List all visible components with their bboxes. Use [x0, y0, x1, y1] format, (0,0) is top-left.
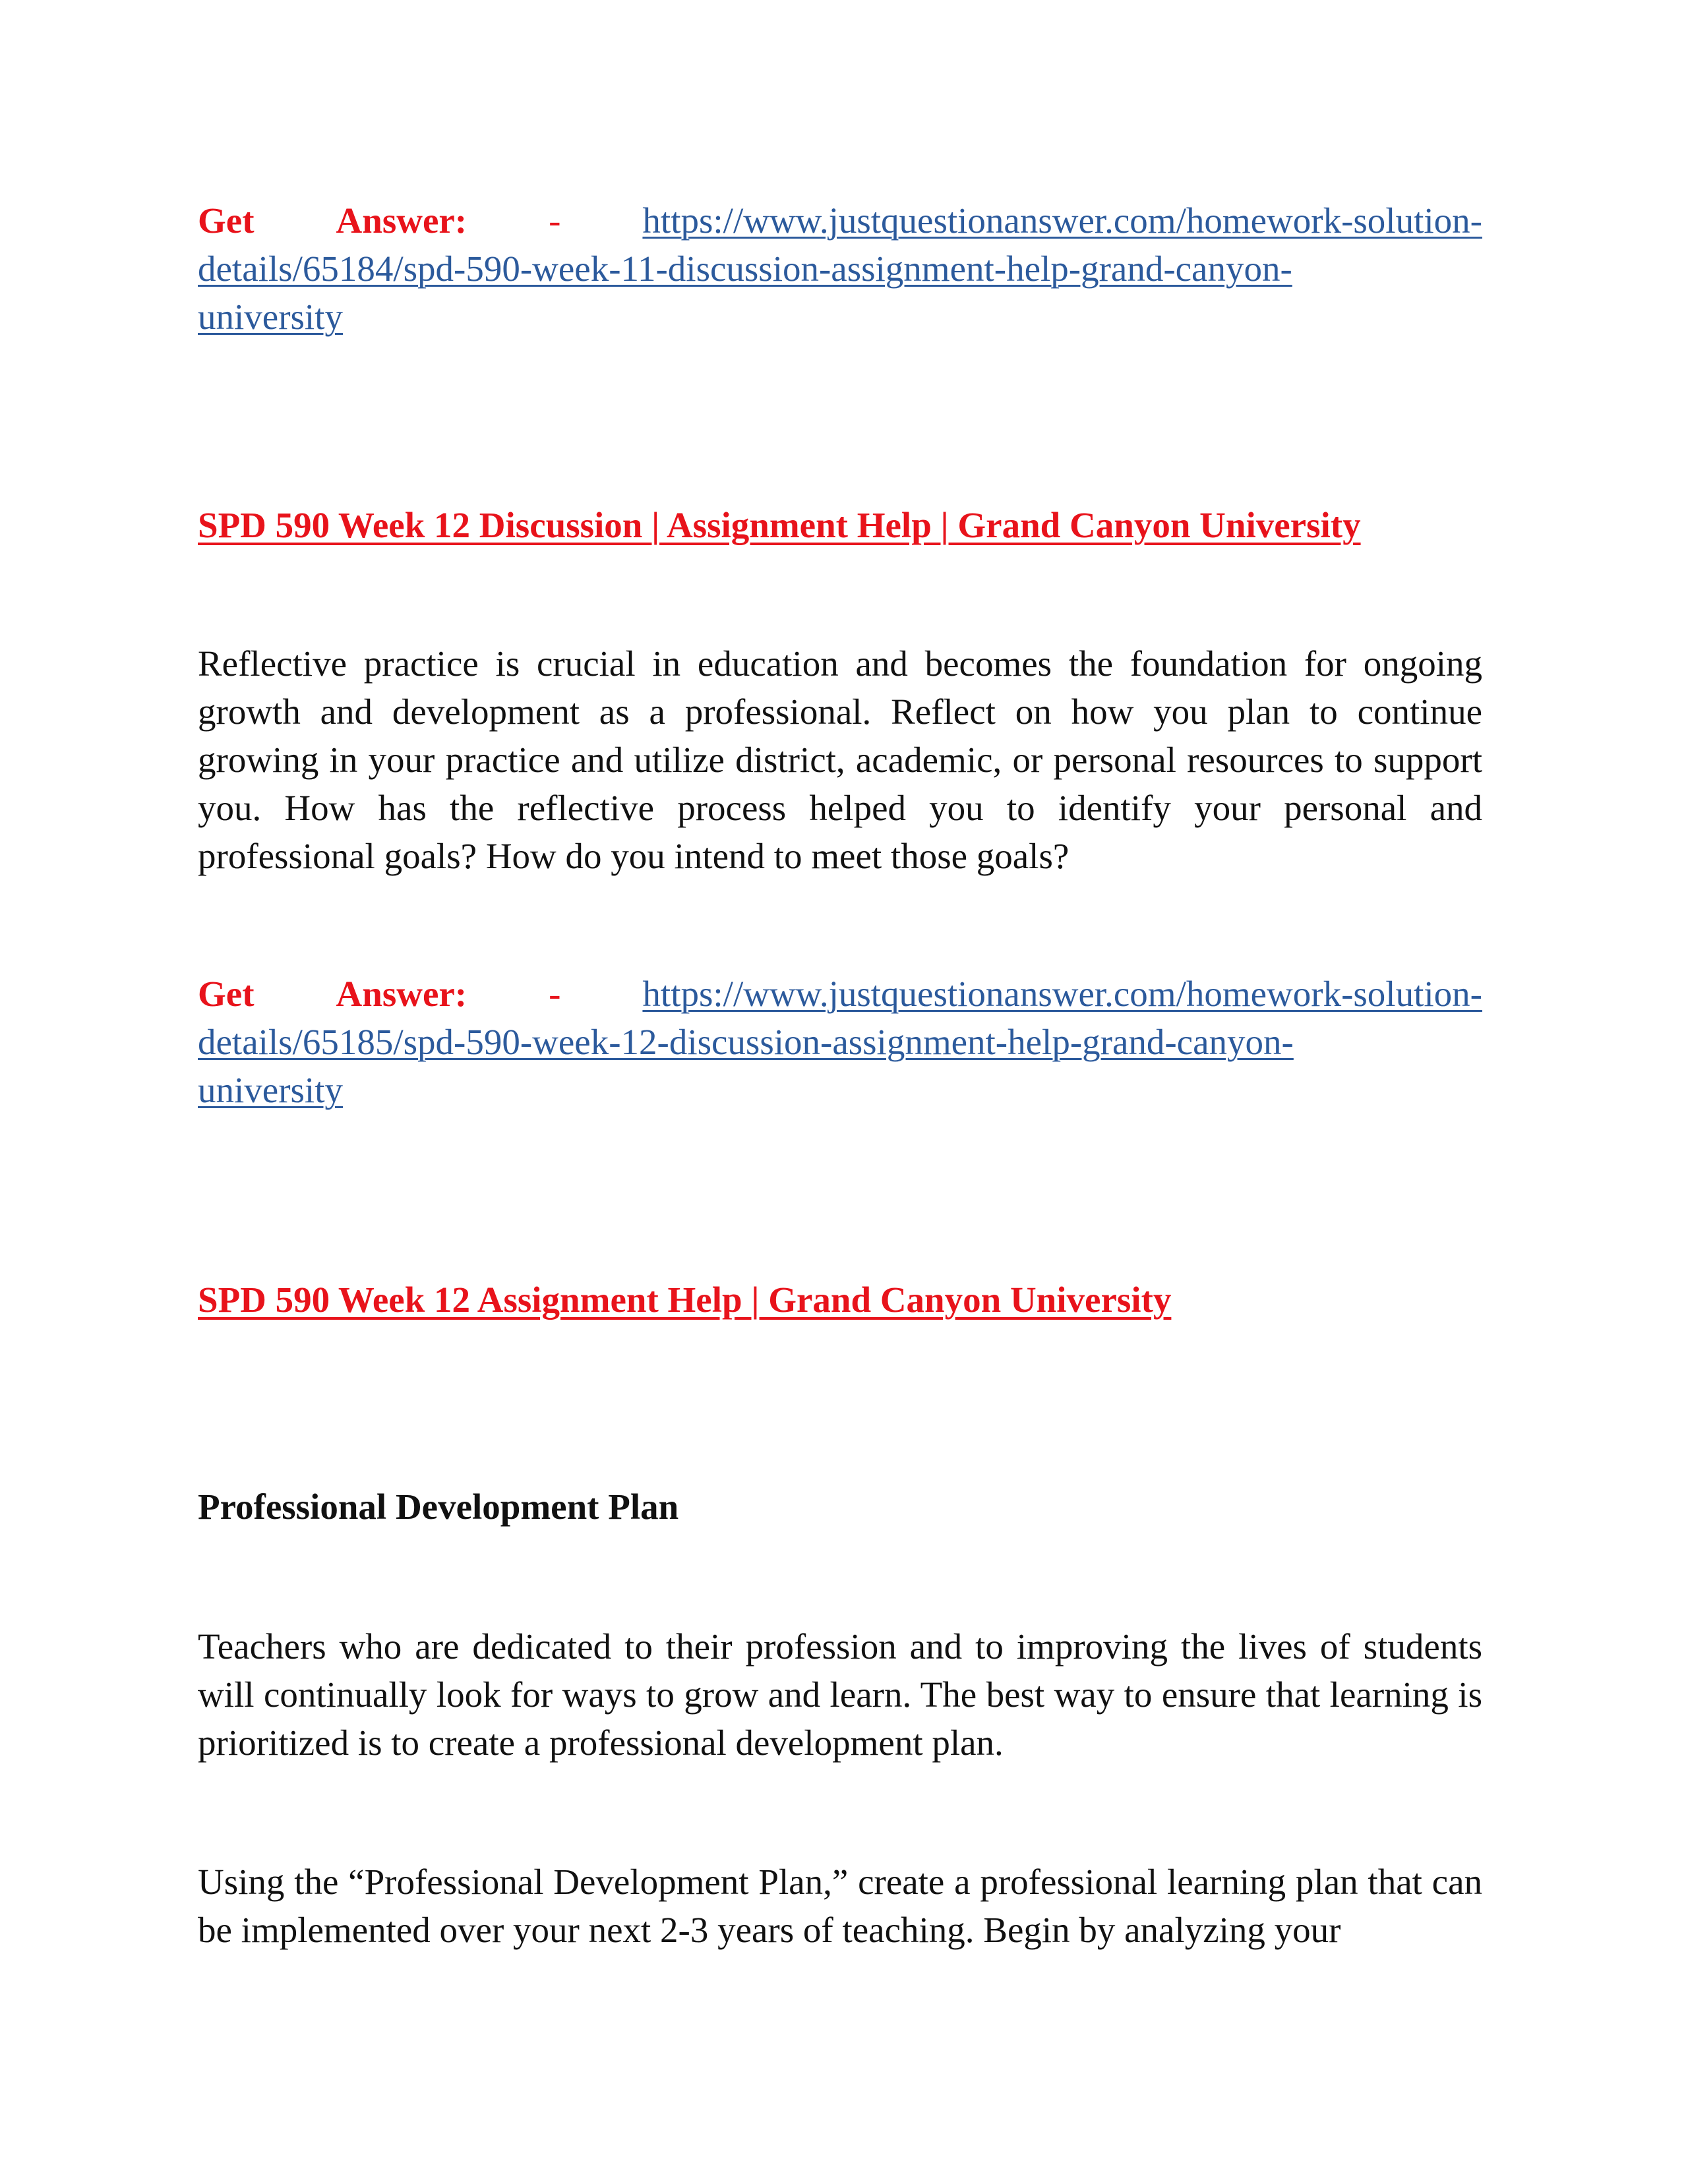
answer-label: Answer: — [336, 200, 467, 241]
answer-link-2-part2[interactable]: details/65185/spd-590-week-12-discussion-assignment-help-grand-canyon- — [198, 1022, 1294, 1062]
answer-link-1-part2[interactable]: details/65184/spd-590-week-11-discussion-assignment-help-grand-canyon- — [198, 249, 1292, 289]
instructions-text: Using the “Professional Development Plan,” create a professional learning plan that can be implemented over your next 2-3 years of teaching. Begin by analyzing your — [198, 1862, 1482, 1950]
answer-block-2 — [198, 970, 1482, 1114]
teachers-paragraph: Teachers who are dedicated to their profession and to improving the lives of students will continually look for ways to grow and learn. The best way to ensure that learning is prioritized is to create a professional development plan. — [198, 1626, 1482, 1763]
answer-row-1 — [198, 196, 1482, 245]
section-heading-2 — [198, 1276, 1482, 1324]
answer-label: Answer: — [336, 974, 467, 1014]
plan-heading — [198, 1483, 1482, 1531]
answer-row-2 — [198, 970, 1482, 1018]
plan-heading-text: Professional Development Plan — [198, 1487, 679, 1527]
assignment-heading-link[interactable]: SPD 590 Week 12 Assignment Help | Grand Canyon University — [198, 1280, 1172, 1320]
answer-link-1-part3[interactable]: university — [198, 297, 343, 337]
discussion-heading-link[interactable]: SPD 590 Week 12 Discussion | Assignment Help | Grand Canyon University — [198, 505, 1361, 545]
answer-link-2-part1[interactable]: https://www.justquestionanswer.com/homework-solution- — [642, 974, 1482, 1014]
answer-link-1-part1[interactable]: https://www.justquestionanswer.com/homework-solution- — [642, 200, 1482, 241]
instructions-paragraph — [198, 1858, 1482, 1954]
get-label: Get — [198, 200, 255, 241]
answer-link-2-part3[interactable]: university — [198, 1070, 343, 1110]
get-label: Get — [198, 974, 255, 1014]
answer-block-1 — [198, 196, 1482, 341]
section-heading-1 — [198, 501, 1482, 549]
dash-separator: - — [549, 200, 561, 241]
dash-separator: - — [549, 974, 561, 1014]
discussion-paragraph: Reflective practice is crucial in education and becomes the foundation for ongoing growth and development as a professional. Reflect on how you plan to continue growing in your practice and utilize district, academic, or personal resources to support you. How has the reflective process helped you to identify your personal and professional goals? How do you intend to meet those goals? — [198, 643, 1482, 876]
